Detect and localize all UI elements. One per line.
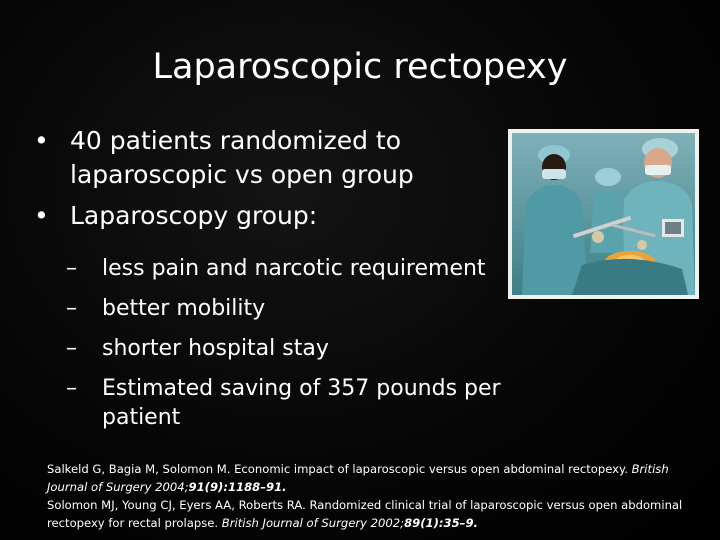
bullet-text: Laparoscopy group: [70, 201, 318, 230]
reference-journal: British Journal of Surgery 2004; [47, 462, 669, 494]
bullet-item [34, 199, 504, 233]
bullet-item [34, 124, 504, 192]
dash-marker: – [66, 296, 77, 321]
sub-bullet-list [66, 254, 536, 443]
bullet-text: 40 patients randomized to laparoscopic vs open group [70, 126, 414, 189]
bullet-list [34, 124, 504, 240]
reference-text: Solomon MJ, Young CJ, Eyers AA, Roberts RA. Randomized clinical trial of laparoscopic versus open abdominal rectopexy for rectal prolapse. [47, 498, 683, 530]
slide-title: Laparoscopic rectopexy [152, 47, 568, 87]
reference-item [47, 460, 707, 496]
dash-marker: – [66, 376, 77, 401]
sub-bullet-text: shorter hospital stay [102, 336, 329, 361]
dash-marker: – [66, 256, 77, 281]
sub-bullet-text: Estimated saving of 357 pounds per patient [102, 376, 501, 430]
surgery-photo [508, 129, 699, 299]
reference-citation: 89(1):35–9. [404, 516, 478, 530]
sub-bullet-text: better mobility [102, 296, 266, 321]
reference-item [47, 496, 707, 532]
sub-bullet-item [66, 374, 536, 432]
reference-journal: British Journal of Surgery 2002; [221, 516, 405, 530]
surgery-photo-illustration [512, 133, 695, 295]
bullet-marker: • [34, 201, 49, 230]
sub-bullet-item [66, 334, 536, 363]
sub-bullet-item [66, 254, 536, 283]
dash-marker: – [66, 336, 77, 361]
sub-bullet-text: less pain and narcotic requirement [102, 256, 486, 281]
reference-citation: 91(9):1188–91. [188, 480, 287, 494]
reference-text: Salkeld G, Bagia M, Solomon M. Economic impact of laparoscopic versus open abdominal rectopexy. [47, 462, 632, 476]
references [47, 460, 707, 532]
bullet-marker: • [34, 126, 49, 155]
sub-bullet-item [66, 294, 536, 323]
